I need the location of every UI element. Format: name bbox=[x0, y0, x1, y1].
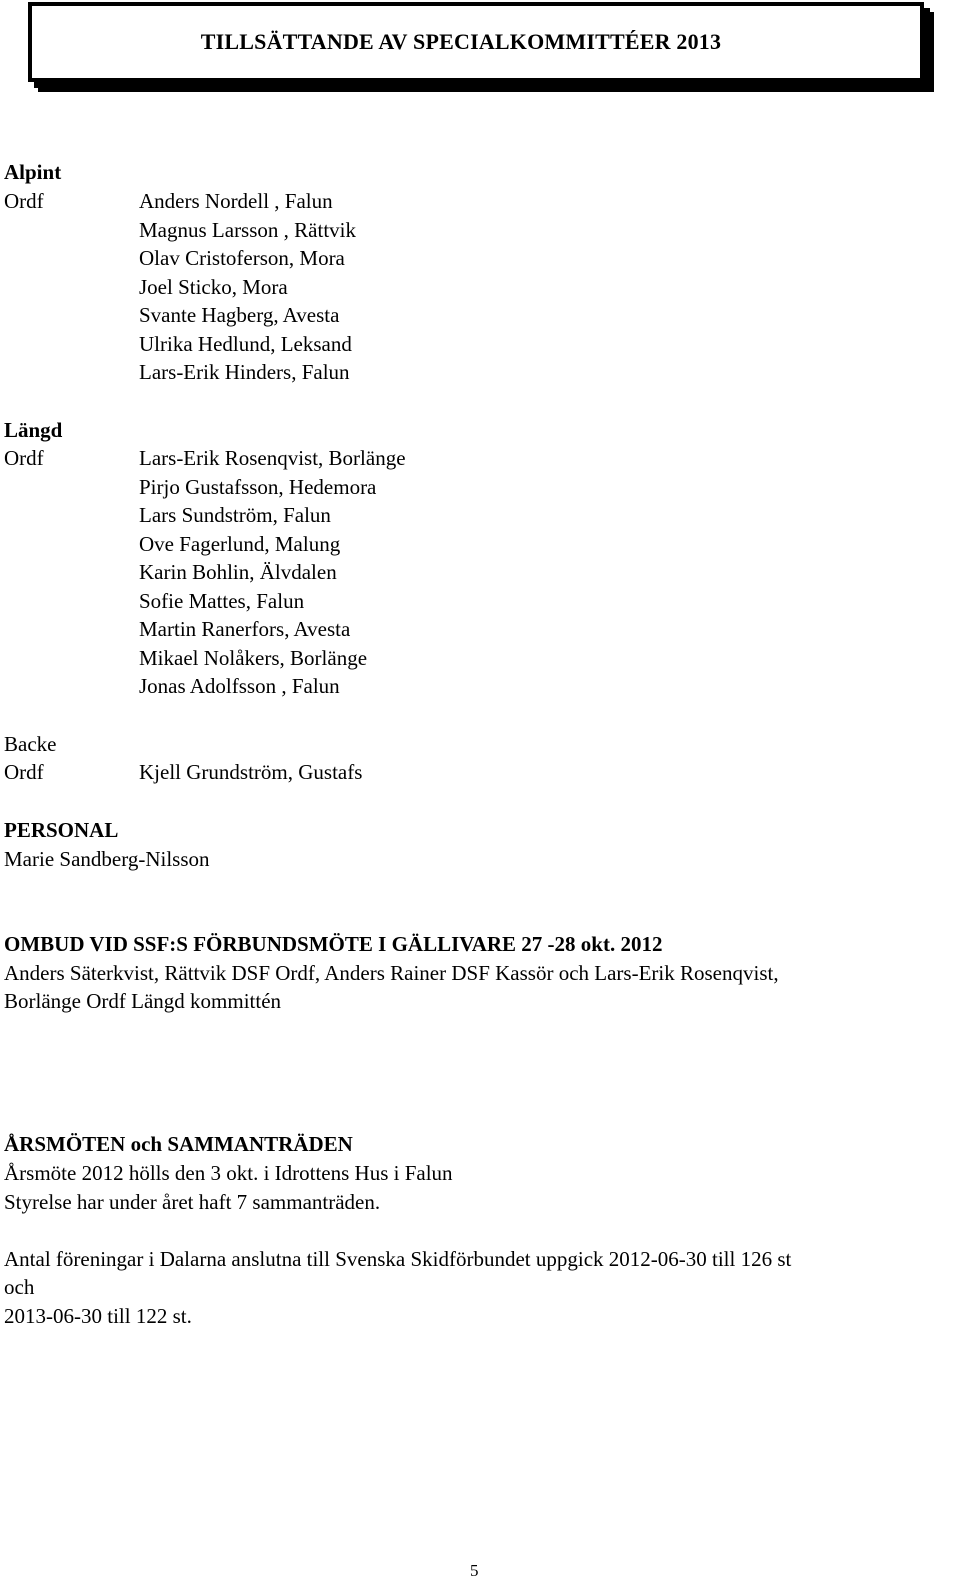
alpint-member: Svante Hagberg, Avesta bbox=[139, 303, 340, 327]
arsmoten-text-line: Årsmöte 2012 hölls den 3 okt. i Idrottens Hus i Falun bbox=[4, 1161, 453, 1185]
title-box bbox=[28, 2, 924, 82]
personal-name: Marie Sandberg-Nilsson bbox=[4, 847, 210, 871]
alpint-member: Ulrika Hedlund, Leksand bbox=[139, 332, 352, 356]
alpint-heading: Alpint bbox=[4, 160, 62, 184]
langd-member: Karin Bohlin, Älvdalen bbox=[139, 560, 337, 584]
langd-member: Pirjo Gustafsson, Hedemora bbox=[139, 475, 377, 499]
page-number: 5 bbox=[470, 1561, 479, 1580]
alpint-member: Olav Cristoferson, Mora bbox=[139, 246, 345, 270]
alpint-member: Joel Sticko, Mora bbox=[139, 275, 288, 299]
ombud-heading: OMBUD VID SSF:S FÖRBUNDSMÖTE I GÄLLIVARE 27 -28 okt. 2012 bbox=[4, 932, 663, 956]
ombud-text-line: Borlänge Ordf Längd kommittén bbox=[4, 989, 282, 1013]
langd-member: Lars-Erik Rosenqvist, Borlänge bbox=[139, 446, 406, 470]
foreningar-text-line: och bbox=[4, 1275, 35, 1299]
langd-member: Martin Ranerfors, Avesta bbox=[139, 617, 351, 641]
langd-member: Mikael Nolåkers, Borlänge bbox=[139, 646, 368, 670]
alpint-member: Magnus Larsson , Rättvik bbox=[139, 218, 356, 242]
langd-member: Lars Sundström, Falun bbox=[139, 503, 331, 527]
arsmoten-text-line: Styrelse har under året haft 7 sammanträden. bbox=[4, 1190, 381, 1214]
page-title: TILLSÄTTANDE AV SPECIALKOMMITTÉER 2013 bbox=[200, 29, 722, 54]
alpint-member: Anders Nordell , Falun bbox=[139, 189, 333, 213]
langd-member: Ove Fagerlund, Malung bbox=[139, 532, 341, 556]
backe-member: Kjell Grundström, Gustafs bbox=[139, 760, 363, 784]
backe-heading: Backe bbox=[4, 732, 57, 756]
alpint-member: Lars-Erik Hinders, Falun bbox=[139, 360, 350, 384]
arsmoten-heading: ÅRSMÖTEN och SAMMANTRÄDEN bbox=[4, 1132, 353, 1156]
alpint-role: Ordf bbox=[4, 189, 44, 213]
langd-heading: Längd bbox=[4, 418, 63, 442]
personal-heading: PERSONAL bbox=[4, 818, 119, 842]
langd-member: Jonas Adolfsson , Falun bbox=[139, 674, 340, 698]
foreningar-text-line: 2013-06-30 till 122 st. bbox=[4, 1304, 192, 1328]
langd-role: Ordf bbox=[4, 446, 44, 470]
langd-member: Sofie Mattes, Falun bbox=[139, 589, 305, 613]
ombud-text-line: Anders Säterkvist, Rättvik DSF Ordf, Anders Rainer DSF Kassör och Lars-Erik Rosenqvist, bbox=[4, 961, 779, 985]
backe-role: Ordf bbox=[4, 760, 44, 784]
foreningar-text-line: Antal föreningar i Dalarna anslutna till Svenska Skidförbundet uppgick 2012-06-30 till 126 st bbox=[4, 1247, 792, 1271]
